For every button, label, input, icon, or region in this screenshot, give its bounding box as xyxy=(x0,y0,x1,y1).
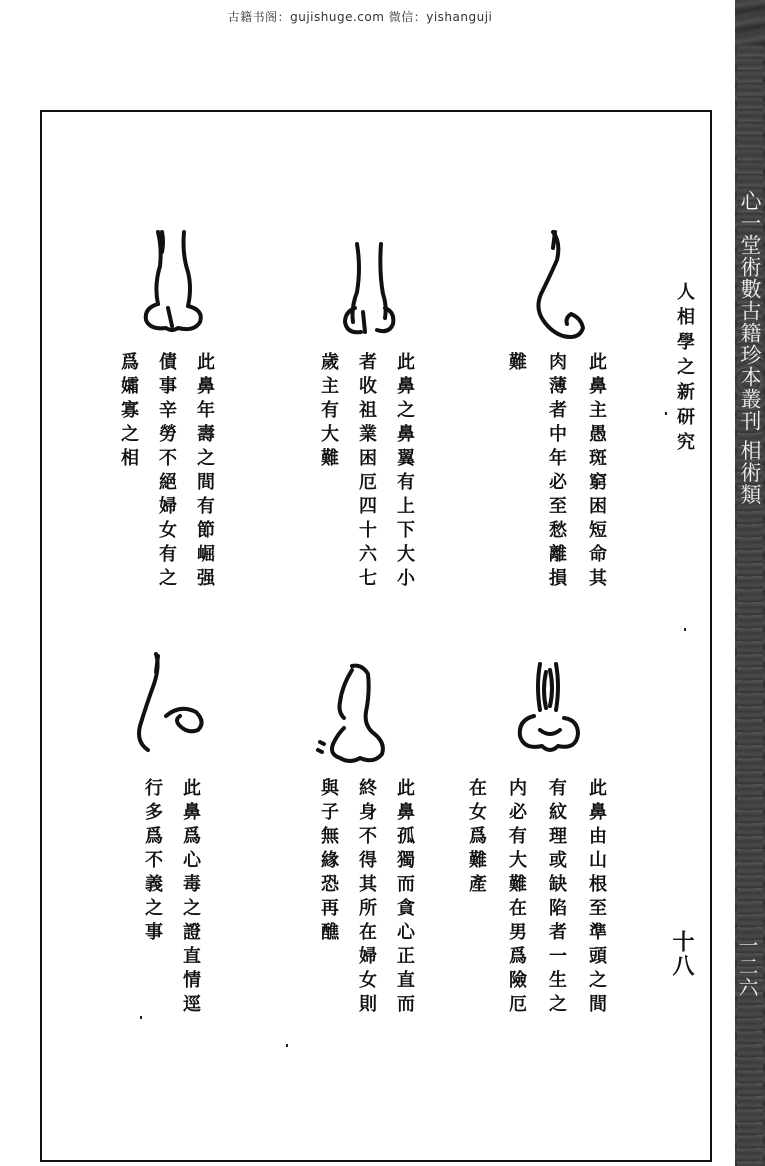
entry-4-line-3: 内必有大難在男爲險厄 xyxy=(506,778,527,1018)
scan-speck xyxy=(684,628,686,631)
entry-2-line-1: 此鼻之鼻翼有上下大小 xyxy=(394,352,415,592)
entry-4-line-2: 有紋理或缺陷者一生之 xyxy=(546,778,567,1018)
scan-speck xyxy=(140,1016,142,1019)
scan-speck xyxy=(286,1044,288,1047)
entry-3-line-2: 債事辛勞不絕婦女有之 xyxy=(156,352,177,592)
series-title: 心一堂術數古籍珍本叢刊 相術類 xyxy=(738,190,762,506)
entry-4-line-4: 在女爲難產 xyxy=(466,778,487,898)
entry-2-line-2: 者收祖業困厄四十六七 xyxy=(356,352,377,592)
nose-straight-icon xyxy=(335,238,410,338)
watermark: 古籍书阁：gujishuge.com 微信：yishanguji xyxy=(227,10,493,24)
nose-rounded-icon xyxy=(312,662,397,772)
entry-5-line-2: 終身不得其所在婦女則 xyxy=(356,778,377,1018)
book-spine xyxy=(735,0,765,1166)
entry-5-line-1: 此鼻孤獨而貪心正直而 xyxy=(394,778,415,1018)
page-number: 十八 xyxy=(669,930,695,978)
entry-1-line-3: 難 xyxy=(506,352,527,376)
nose-furrowed-icon xyxy=(510,660,590,760)
entry-4-line-1: 此鼻由山根至準頭之間 xyxy=(586,778,607,1018)
entry-6-line-1: 此鼻爲心毒之證直情逕 xyxy=(180,778,201,1018)
nose-hooked-icon xyxy=(525,228,595,348)
entry-1-line-2: 肉薄者中年必至愁離損 xyxy=(546,352,567,592)
entry-5-line-3: 與子無緣恐再醮 xyxy=(318,778,339,946)
entry-3-line-3: 爲孀寡之相 xyxy=(118,352,139,472)
entry-2-line-3: 歲主有大難 xyxy=(318,352,339,472)
entry-1-line-1: 此鼻主愚斑窮困短命其 xyxy=(586,352,607,592)
entry-3-line-1: 此鼻年壽之間有節崛强 xyxy=(194,352,215,592)
nose-arched-icon xyxy=(130,650,210,760)
nose-wide-icon xyxy=(138,228,213,338)
entry-6-line-2: 行多爲不義之事 xyxy=(142,778,163,946)
book-title: 人相學之新研究 xyxy=(674,282,695,457)
scan-speck xyxy=(665,412,667,415)
spine-page-number: 一二六 xyxy=(735,935,759,998)
